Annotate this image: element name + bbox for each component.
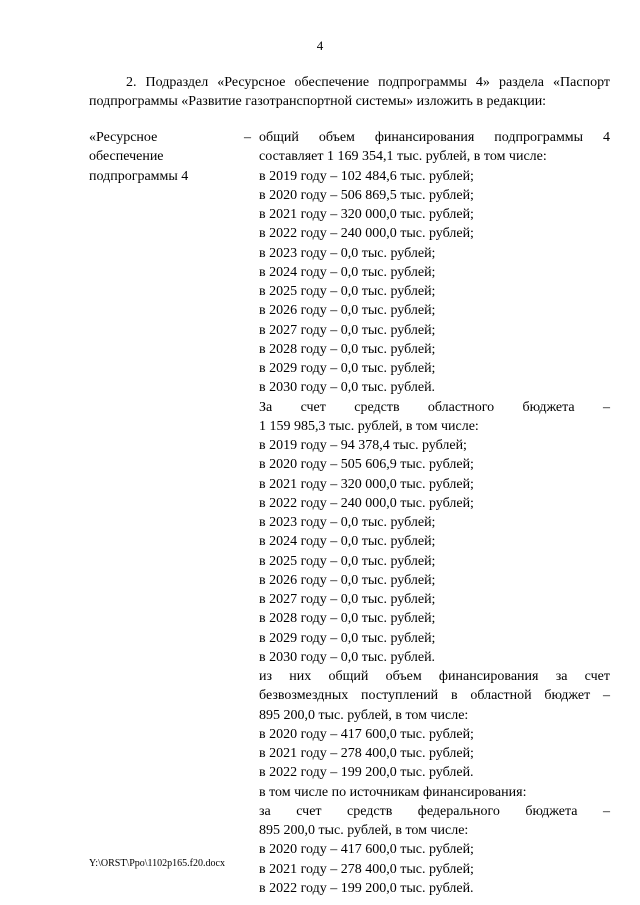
funding-line: в 2020 году – 417 600,0 тыс. рублей;: [259, 842, 474, 858]
right-column: [259, 128, 610, 898]
funding-line: в 2028 году – 0,0 тыс. рублей;: [259, 611, 436, 627]
funding-line: в 2027 году – 0,0 тыс. рублей;: [259, 592, 436, 607]
funding-line: в 2030 году – 0,0 тыс. рублей.: [259, 380, 436, 396]
funding-line: в 2025 году – 0,0 тыс. рублей;: [259, 553, 436, 569]
funding-line: в 2030 году – 0,0 тыс. рублей.: [259, 649, 436, 665]
funding-line: в 2022 году – 240 000,0 тыс. рублей;: [259, 495, 474, 511]
funding-line: в 2020 году – 505 606,9 тыс. рублей;: [259, 457, 474, 473]
left-column: [89, 128, 239, 186]
funding-line: в 2022 году – 240 000,0 тыс. рублей;: [259, 226, 474, 242]
funding-line: 1 159 985,3 тыс. рублей, в том числе:: [259, 418, 479, 434]
funding-line: в 2026 году – 0,0 тыс. рублей;: [259, 303, 436, 319]
funding-line: в 2021 году – 320 000,0 тыс. рублей;: [259, 476, 474, 492]
funding-line: в 2021 году – 320 000,0 тыс. рублей;: [259, 207, 474, 222]
funding-line: в 2019 году – 94 378,4 тыс. рублей;: [259, 438, 467, 453]
left-col-line: «Ресурсное: [89, 130, 158, 145]
funding-line: 895 200,0 тыс. рублей, в том числе:: [259, 823, 469, 838]
funding-line: в 2028 году – 0,0 тыс. рублей;: [259, 341, 436, 357]
funding-line: в 2022 году – 199 200,0 тыс. рублей.: [259, 880, 474, 896]
funding-line: в 2026 году – 0,0 тыс. рублей;: [259, 572, 436, 588]
funding-line: в 2029 году – 0,0 тыс. рублей;: [259, 630, 436, 646]
funding-line: в 2029 году – 0,0 тыс. рублей;: [259, 361, 436, 376]
funding-line: безвозмездных поступлений в областной бюджет –: [259, 688, 610, 704]
left-col-line: подпрограммы 4: [89, 168, 189, 184]
funding-line: в 2023 году – 0,0 тыс. рублей;: [259, 515, 436, 530]
funding-line: в 2021 году – 278 400,0 тыс. рублей;: [259, 746, 474, 761]
funding-line: в 2019 году – 102 484,6 тыс. рублей;: [259, 168, 474, 184]
funding-line: в 2027 году – 0,0 тыс. рублей;: [259, 322, 436, 338]
funding-line: 895 200,0 тыс. рублей, в том числе:: [259, 707, 469, 723]
dash-separator: –: [244, 130, 251, 145]
page-number: 4: [316, 38, 324, 53]
funding-line: в 2020 году – 506 869,5 тыс. рублей;: [259, 187, 474, 203]
funding-line: в 2021 году – 278 400,0 тыс. рублей;: [259, 861, 474, 877]
funding-line: в том числе по источникам финансирования:: [259, 784, 527, 800]
funding-line: в 2025 году – 0,0 тыс. рублей;: [259, 284, 436, 299]
funding-line: За счет средств областного бюджета –: [259, 399, 610, 415]
funding-line: из них общий объем финансирования за счет: [259, 669, 610, 684]
funding-line: за счет средств федерального бюджета –: [259, 803, 610, 819]
funding-line: составляет 1 169 354,1 тыс. рублей, в том числе:: [259, 149, 547, 165]
intro-paragraph: 2. Подраздел «Ресурсное обеспечение подпрограммы 4» раздела «Паспорт подпрограммы «Развитие газотранспортной системы» изложить в редакции:: [89, 75, 610, 109]
funding-line: в 2020 году – 417 600,0 тыс. рублей;: [259, 726, 474, 742]
funding-line: в 2024 году – 0,0 тыс. рублей;: [259, 534, 436, 550]
left-col-line: обеспечение: [89, 149, 164, 165]
funding-line: общий объем финансирования подпрограммы 4: [259, 130, 610, 145]
funding-line: в 2023 году – 0,0 тыс. рублей;: [259, 245, 436, 261]
footer-file-path: Y:\ORST\Ppo\1102p165.f20.docx: [89, 858, 225, 869]
funding-line: в 2024 году – 0,0 тыс. рублей;: [259, 264, 436, 280]
funding-line: в 2022 году – 199 200,0 тыс. рублей.: [259, 765, 474, 781]
